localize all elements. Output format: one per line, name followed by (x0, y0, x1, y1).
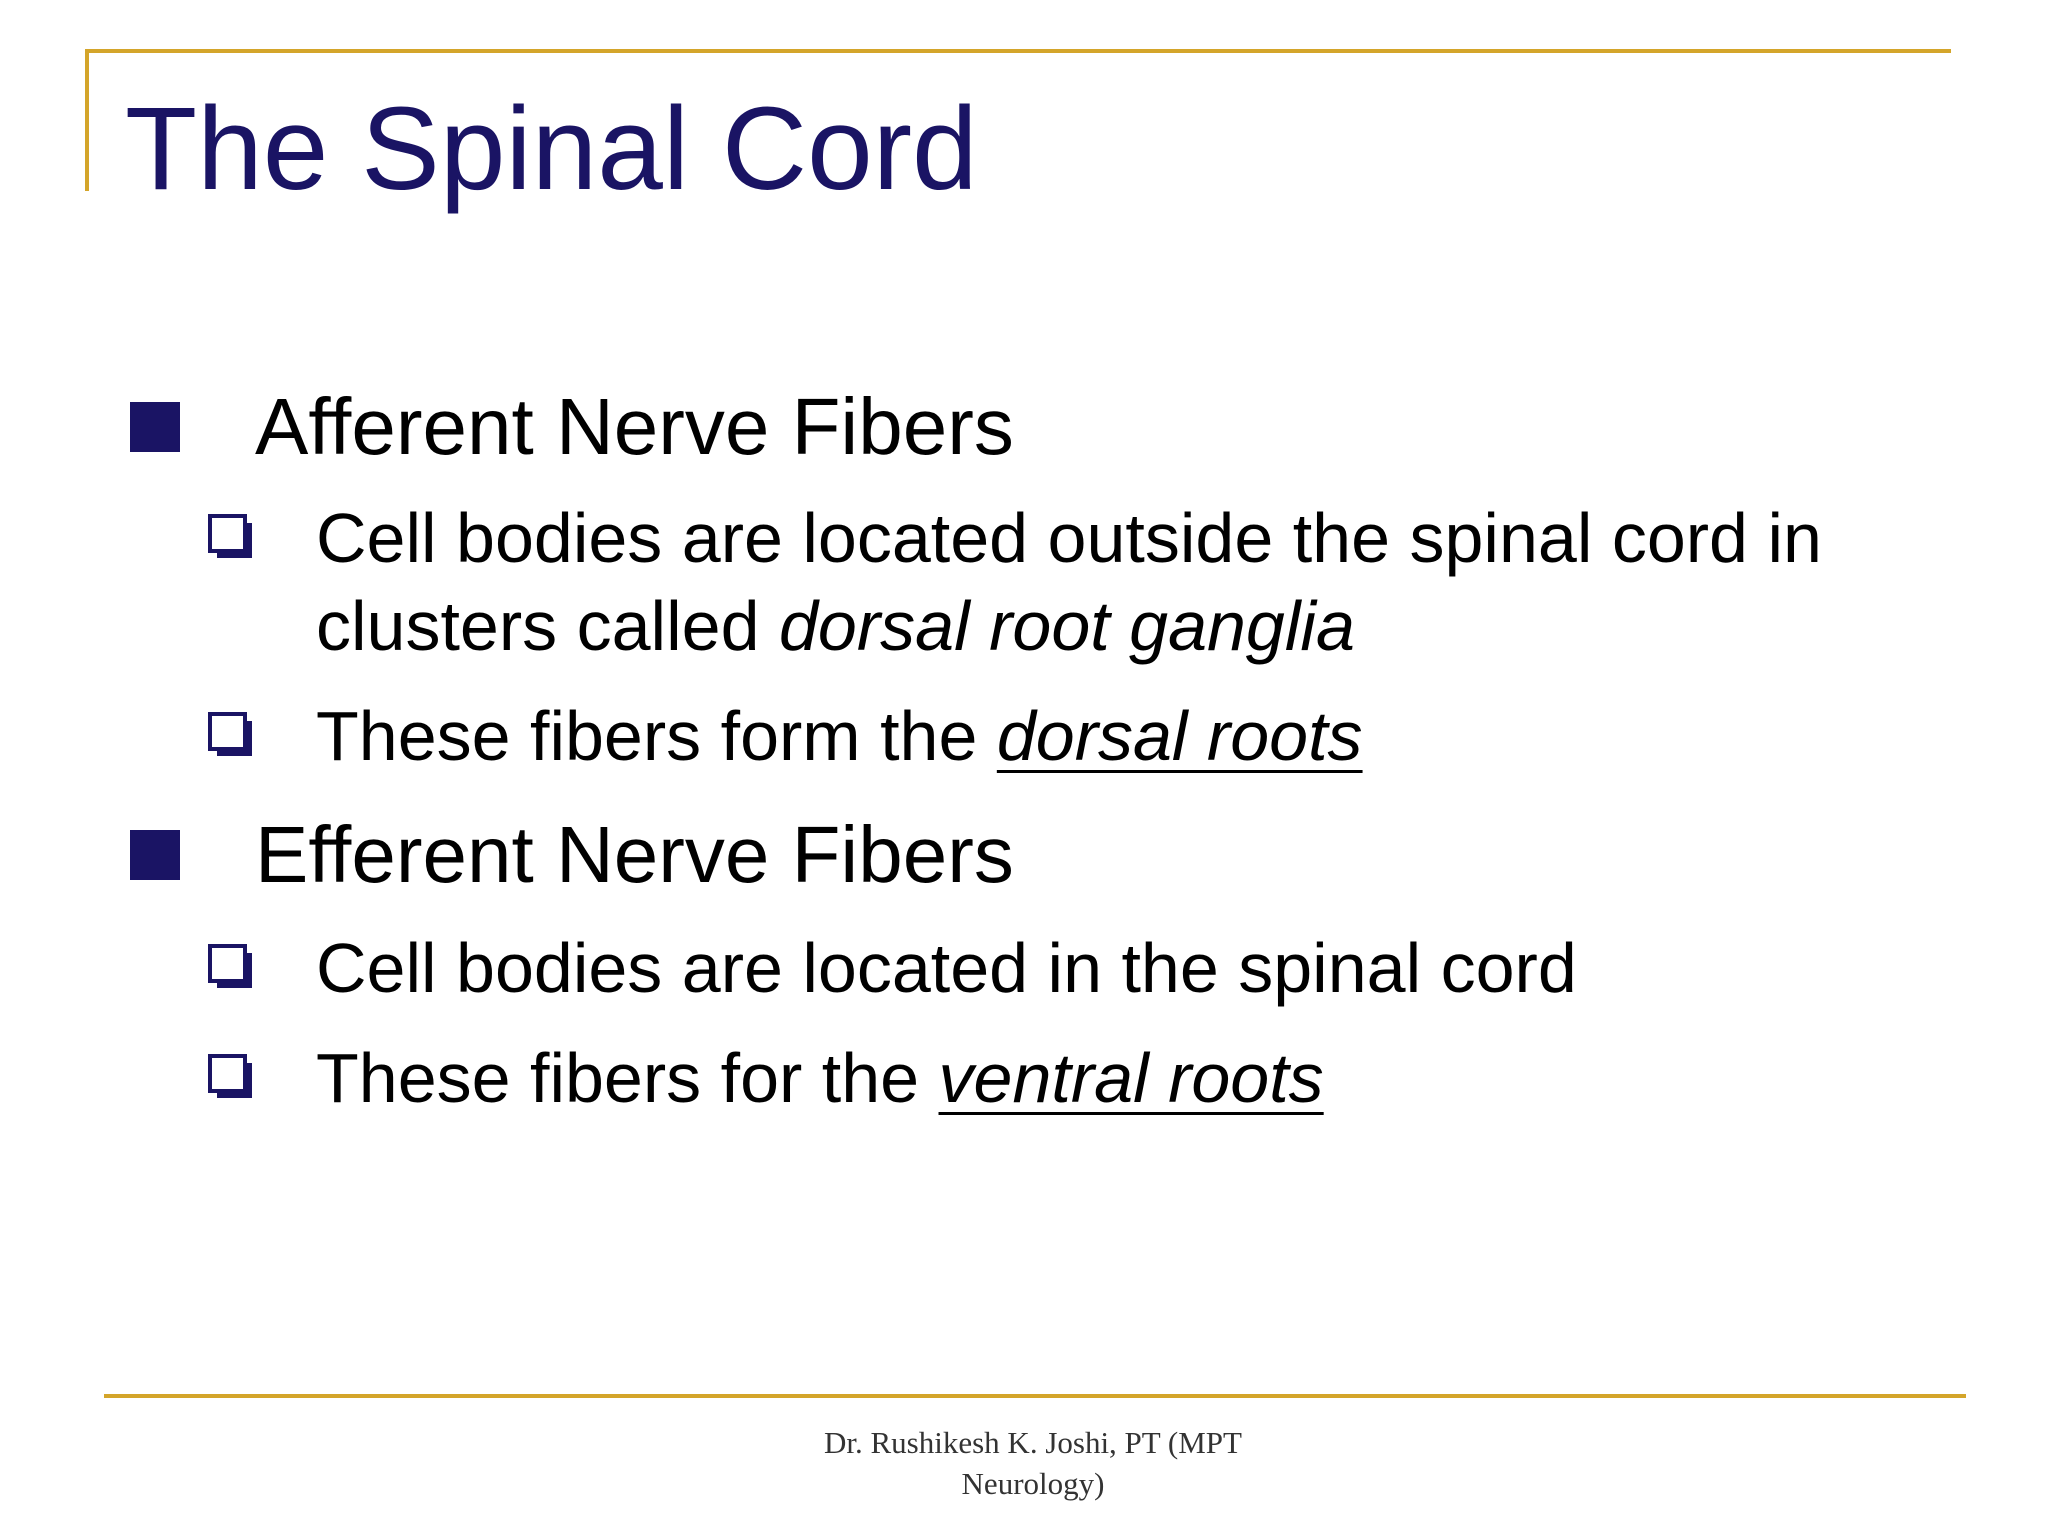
sub-bullet-text (316, 1034, 1324, 1122)
emphasis-dorsal-root-ganglia: dorsal root ganglia (778, 587, 1355, 665)
shadowed-checkbox-bullet-icon (208, 1054, 254, 1100)
sub-bullet-line-2-lead: clusters called (316, 587, 779, 665)
sub-bullet-line-2 (316, 582, 1822, 670)
bullet-afferent-text: Afferent Nerve Fibers (255, 382, 1014, 471)
sub-bullet-lead: These fibers for the (316, 1039, 939, 1117)
shadowed-checkbox-bullet-icon (208, 944, 254, 990)
filled-square-bullet-icon (130, 830, 180, 880)
bullet-afferent (130, 382, 1014, 472)
sub-bullet-lead: These fibers form the (316, 697, 997, 775)
slide-title: The Spinal Cord (125, 83, 978, 215)
sub-bullet-text (316, 692, 1363, 780)
sub-bullet-line-1: Cell bodies are located outside the spinal cord in (316, 499, 1822, 577)
slide-footer: Dr. Rushikesh K. Joshi, PT (MPT Neurology) (824, 1425, 1242, 1501)
emphasis-dorsal-roots: dorsal roots (996, 697, 1363, 775)
shadowed-checkbox-bullet-icon (208, 712, 254, 758)
emphasis-ventral-roots: ventral roots (938, 1039, 1324, 1117)
sub-bullet-text (316, 494, 1822, 670)
bullet-efferent (130, 810, 1014, 900)
bullet-efferent-text: Efferent Nerve Fibers (255, 810, 1014, 899)
shadowed-checkbox-bullet-icon (208, 514, 254, 560)
bottom-accent-rule (104, 1394, 1966, 1398)
sub-bullet-text: Cell bodies are located in the spinal cord (316, 929, 1577, 1007)
filled-square-bullet-icon (130, 402, 180, 452)
